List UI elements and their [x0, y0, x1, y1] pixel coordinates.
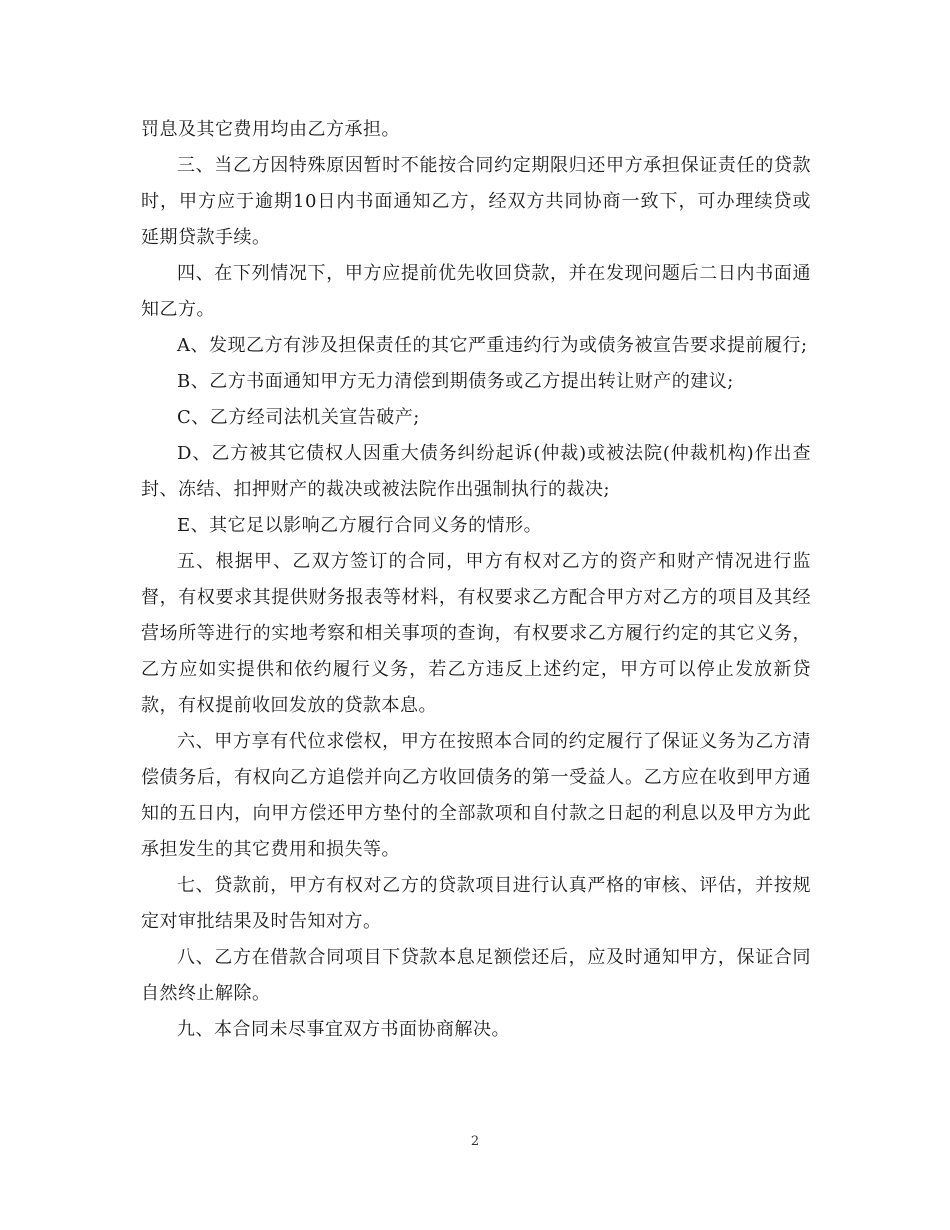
- paragraph-clause-5: 五、根据甲、乙双方签订的合同，甲方有权对乙方的资产和财产情况进行监督，有权要求其提供财务报表等材料，有权要求乙方配合甲方对乙方的项目及其经营场所等进行的实地考察和相关事项的查询，有权要求乙方履行约定的其它义务，乙方应如实提供和依约履行义务，若乙方违反上述约定，甲方可以停止发放新贷款，有权提前收回发放的贷款本息。: [141, 551, 811, 716]
- paragraph-item-a: A、发现乙方有涉及担保责任的其它严重违约行为或债务被宣告要求提前履行;: [177, 335, 808, 356]
- paragraph-clause-7: 七、贷款前，甲方有权对乙方的贷款项目进行认真严格的审核、评估，并按规定对审批结果及时告知对方。: [141, 875, 811, 932]
- paragraph-clause-4: 四、在下列情况下，甲方应提前优先收回贷款，并在发现问题后二日内书面通知乙方。: [141, 263, 811, 320]
- paragraph-clause-3: 三、当乙方因特殊原因暂时不能按合同约定期限归还甲方承担保证责任的贷款时，甲方应于逾期10日内书面通知乙方，经双方共同协商一致下，可办理续贷或延期贷款手续。: [141, 155, 811, 248]
- page-number: 2: [470, 1134, 480, 1149]
- paragraph-item-c: C、乙方经司法机关宣告破产;: [177, 407, 420, 428]
- paragraph-item-e: E、其它足以影响乙方履行合同义务的情形。: [177, 515, 543, 536]
- paragraph-clause-8: 八、乙方在借款合同项目下贷款本息足额偿还后，应及时通知甲方，保证合同自然终止解除。: [141, 947, 811, 1004]
- paragraph-item-b: B、乙方书面通知甲方无力清偿到期债务或乙方提出转让财产的建议;: [177, 371, 734, 392]
- document-body: [141, 112, 811, 1048]
- paragraph-item-d: D、乙方被其它债权人因重大债务纠纷起诉(仲裁)或被法院(仲裁机构)作出查封、冻结、扣押财产的裁决或被法院作出强制执行的裁决;: [141, 443, 811, 500]
- paragraph-continuation: 罚息及其它费用均由乙方承担。: [141, 119, 400, 140]
- paragraph-clause-6: 六、甲方享有代位求偿权，甲方在按照本合同的约定履行了保证义务为乙方清偿债务后，有权向乙方追偿并向乙方收回债务的第一受益人。乙方应在收到甲方通知的五日内，向甲方偿还甲方垫付的全部款项和自付款之日起的利息以及甲方为此承担发生的其它费用和损失等。: [141, 731, 811, 860]
- paragraph-clause-9: 九、本合同未尽事宜双方书面协商解决。: [177, 1019, 510, 1040]
